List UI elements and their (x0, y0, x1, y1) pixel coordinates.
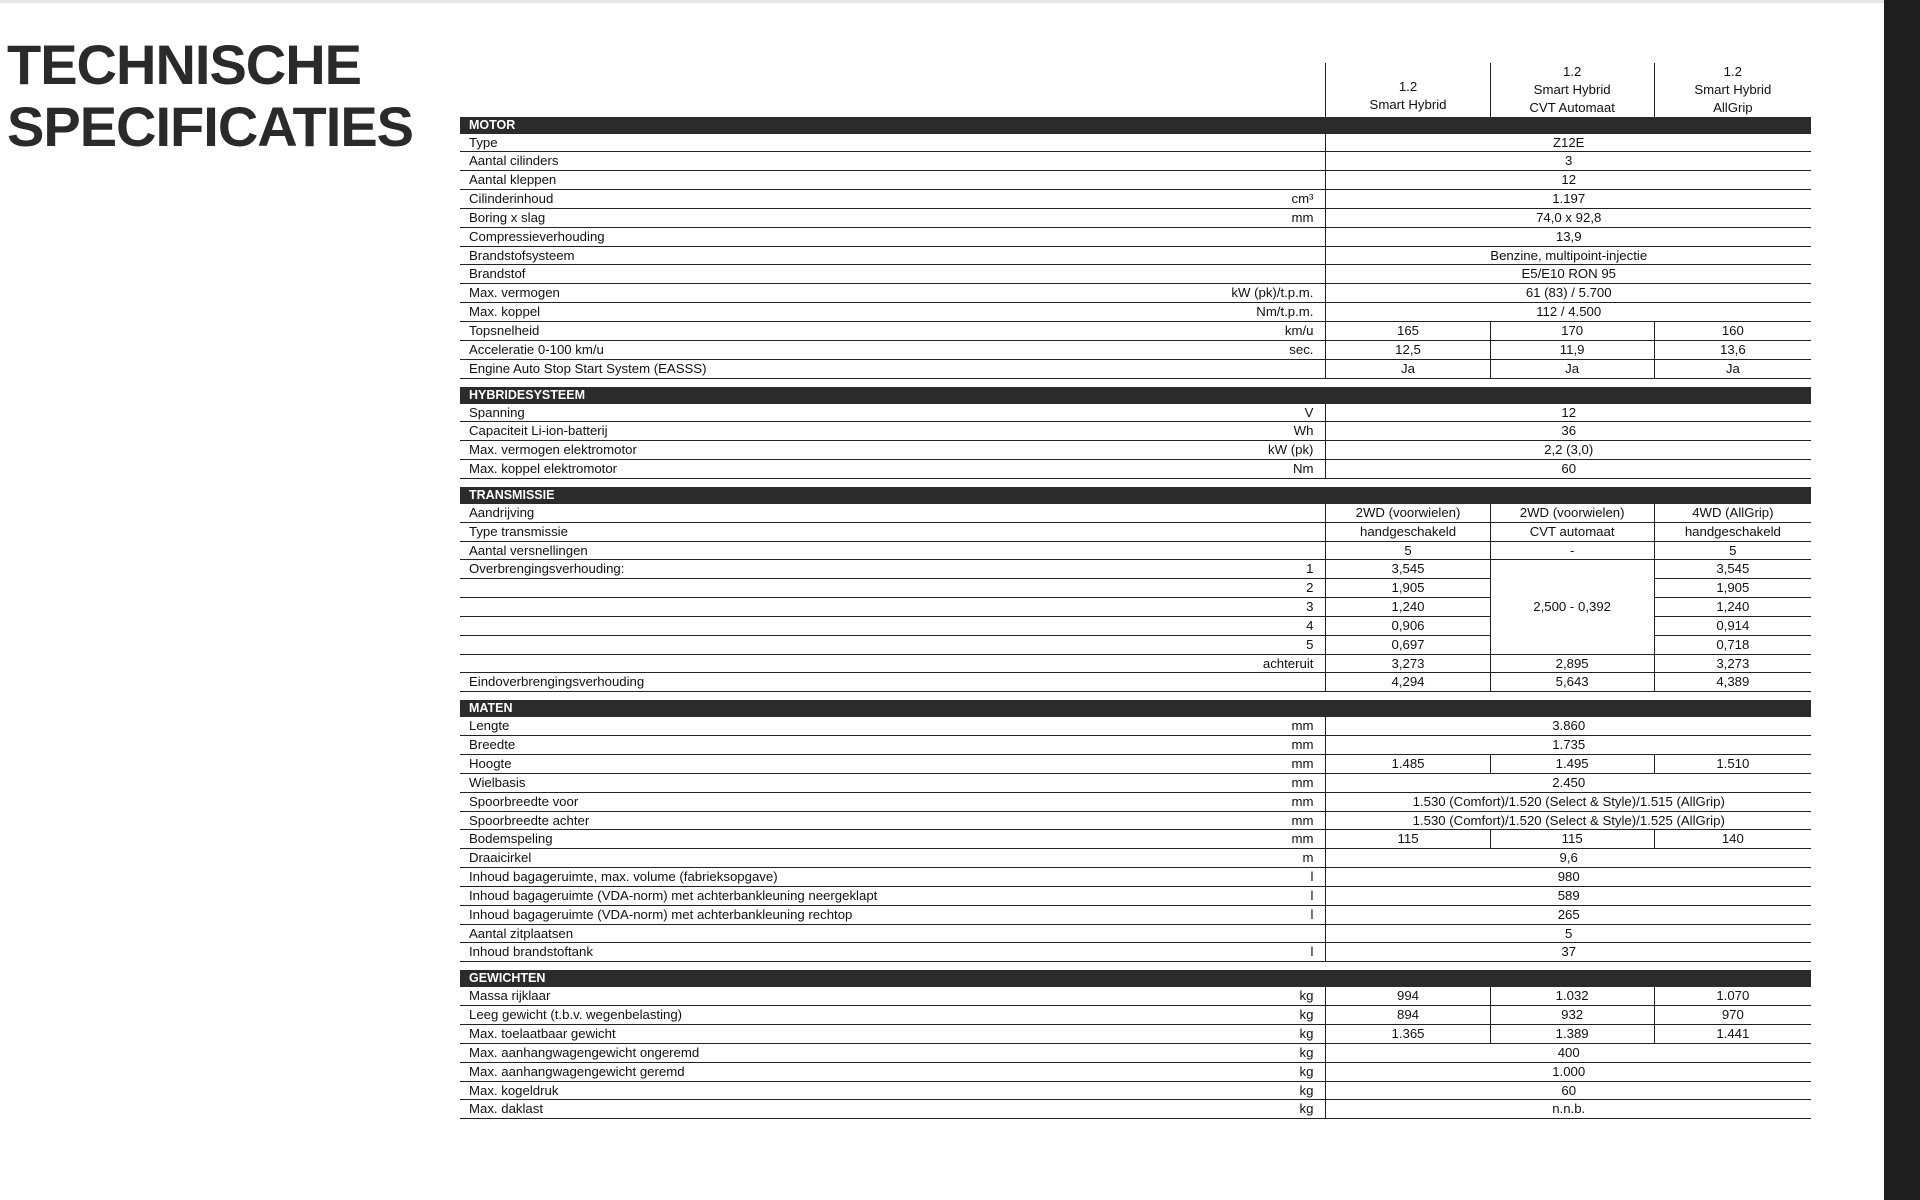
row-unit: mm (1291, 209, 1314, 225)
row-value-1: 0,906 (1326, 616, 1490, 635)
table-row (460, 208, 1811, 227)
row-value-2: Ja (1490, 359, 1654, 378)
row-label-text: Leeg gewicht (t.b.v. wegenbelasting) (469, 1007, 683, 1023)
row-unit: 4 (460, 616, 1326, 635)
table-row (460, 284, 1811, 303)
row-value-1: 0,697 (1326, 635, 1490, 654)
column-header-3-line3: AllGrip (1713, 99, 1753, 115)
row-value: Benzine, multipoint-injectie (1326, 246, 1811, 265)
row-label (460, 1100, 1326, 1119)
row-unit: kg (1299, 1063, 1314, 1079)
table-row (460, 340, 1811, 359)
row-label-text: Inhoud bagageruimte (VDA-norm) met achterbankleuning neergeklapt (469, 887, 878, 903)
row-label (460, 321, 1326, 340)
spec-table (460, 63, 1811, 1119)
row-value-3: 4WD (AllGrip) (1654, 504, 1811, 522)
row-value-3: Ja (1654, 359, 1811, 378)
row-value-3: 1.070 (1654, 987, 1811, 1005)
row-label (460, 849, 1326, 868)
row-value-3: 140 (1654, 830, 1811, 849)
row-value: n.n.b. (1326, 1100, 1811, 1119)
row-label (460, 987, 1326, 1005)
row-label-text: Boring x slag (469, 209, 546, 225)
row-value: 60 (1326, 460, 1811, 479)
page-title-line-1: TECHNISCHE (7, 33, 362, 96)
table-row (460, 441, 1811, 460)
row-value-1: 1,240 (1326, 598, 1490, 617)
row-value-3: 970 (1654, 1006, 1811, 1025)
row-label-text: Bodemspeling (469, 831, 553, 847)
row-label-text: Inhoud brandstoftank (469, 944, 593, 960)
table-row (460, 504, 1811, 522)
row-unit: km/u (1284, 322, 1314, 338)
table-row (460, 190, 1811, 209)
table-row (460, 830, 1811, 849)
row-value-2: 1.495 (1490, 755, 1654, 774)
row-value-1: 994 (1326, 987, 1490, 1005)
row-unit: kg (1299, 1007, 1314, 1023)
row-value: 1.530 (Comfort)/1.520 (Select & Style)/1.525 (AllGrip) (1326, 811, 1811, 830)
row-label (460, 717, 1326, 735)
row-label-text: Max. toelaatbaar gewicht (469, 1025, 616, 1041)
table-row (460, 924, 1811, 943)
table-row (460, 522, 1811, 541)
row-label-text: Type (469, 134, 498, 150)
table-row (460, 359, 1811, 378)
section-header-hybride (460, 387, 1811, 404)
row-label-text: Max. vermogen (469, 285, 560, 301)
table-row (460, 404, 1811, 422)
row-unit: 5 (460, 635, 1326, 654)
column-header-2 (1490, 63, 1654, 117)
row-value: 5 (1326, 924, 1811, 943)
table-row (460, 560, 1811, 579)
row-unit: l (1310, 944, 1314, 960)
row-label-text: Inhoud bagageruimte, max. volume (fabrieksopgave) (469, 869, 778, 885)
row-label-text: Overbrengingsverhouding: (469, 561, 625, 577)
row-label: Aantal versnellingen (460, 541, 1326, 560)
row-value: 12 (1326, 171, 1811, 190)
section-title: MOTOR (460, 117, 1811, 134)
row-label-text: Acceleratie 0-100 km/u (469, 341, 604, 357)
row-label (460, 943, 1326, 962)
row-value-3: 5 (1654, 541, 1811, 560)
table-row (460, 1100, 1811, 1119)
column-header-row (460, 63, 1811, 117)
row-value-2: 115 (1490, 830, 1654, 849)
row-label (460, 773, 1326, 792)
table-row (460, 321, 1811, 340)
row-value-1: 5 (1326, 541, 1490, 560)
table-row (460, 152, 1811, 171)
row-value: 74,0 x 92,8 (1326, 208, 1811, 227)
row-label-text: Wielbasis (469, 774, 526, 790)
row-value-1: 12,5 (1326, 340, 1490, 359)
column-header-1 (1326, 63, 1490, 117)
row-unit: mm (1291, 737, 1314, 753)
row-label (460, 284, 1326, 303)
row-value-2: CVT automaat (1490, 522, 1654, 541)
row-label (460, 1006, 1326, 1025)
row-unit: Wh (1293, 423, 1314, 439)
section-title: TRANSMISSIE (460, 487, 1811, 504)
row-label-text: Capaciteit Li-ion-batterij (469, 423, 608, 439)
row-value: 9,6 (1326, 849, 1811, 868)
table-row (460, 717, 1811, 735)
row-label-text: Breedte (469, 737, 516, 753)
row-label (460, 868, 1326, 887)
table-row (460, 134, 1811, 152)
row-value: 61 (83) / 5.700 (1326, 284, 1811, 303)
header-spacer (460, 63, 1326, 117)
row-value-2: 5,643 (1490, 673, 1654, 692)
row-label: Eindoverbrengingsverhouding (460, 673, 1326, 692)
row-label: Aantal zitplaatsen (460, 924, 1326, 943)
row-value-1: 3,273 (1326, 654, 1490, 673)
table-row (460, 987, 1811, 1005)
row-value-3: 1.510 (1654, 755, 1811, 774)
row-value-1: 1.365 (1326, 1024, 1490, 1043)
row-value-3: 1,905 (1654, 579, 1811, 598)
row-value-2: 1.389 (1490, 1024, 1654, 1043)
table-row (460, 1006, 1811, 1025)
row-unit: kg (1299, 988, 1314, 1004)
row-unit: l (1310, 869, 1314, 885)
row-unit: l (1310, 906, 1314, 922)
row-label-text: Max. koppel (469, 304, 541, 320)
row-value-3: 3,273 (1654, 654, 1811, 673)
table-row (460, 673, 1811, 692)
table-row (460, 246, 1811, 265)
row-label-text: Max. daklast (469, 1101, 544, 1117)
row-unit: mm (1291, 793, 1314, 809)
row-unit: mm (1291, 812, 1314, 828)
row-unit: kg (1299, 1044, 1314, 1060)
row-value-1: 115 (1326, 830, 1490, 849)
column-header-3-line1: 1.2 (1723, 64, 1743, 79)
section-header-transmissie (460, 487, 1811, 504)
row-value: 37 (1326, 943, 1811, 962)
row-unit: sec. (1289, 341, 1314, 357)
row-unit: 2 (460, 579, 1326, 598)
table-row (460, 849, 1811, 868)
row-unit: achteruit (460, 654, 1326, 673)
table-row (460, 736, 1811, 755)
row-unit: Nm/t.p.m. (1256, 304, 1314, 320)
row-label (460, 1081, 1326, 1100)
row-value-3: 0,718 (1654, 635, 1811, 654)
table-row (460, 905, 1811, 924)
row-value-3: 0,914 (1654, 616, 1811, 635)
row-value-2: 2WD (voorwielen) (1490, 504, 1654, 522)
row-value-1: 3,545 (1326, 560, 1490, 579)
row-value-1: 894 (1326, 1006, 1490, 1025)
row-unit: Nm (1292, 461, 1314, 477)
row-label (460, 755, 1326, 774)
row-value-2: 170 (1490, 321, 1654, 340)
row-unit: mm (1291, 831, 1314, 847)
row-value-1: 2WD (voorwielen) (1326, 504, 1490, 522)
row-unit: kg (1299, 1082, 1314, 1098)
row-unit: V (1304, 404, 1314, 420)
row-value-2: - (1490, 541, 1654, 560)
row-label (460, 441, 1326, 460)
page-title-line-2: SPECIFICATIES (7, 95, 414, 158)
row-value: E5/E10 RON 95 (1326, 265, 1811, 284)
row-value-3: 1,240 (1654, 598, 1811, 617)
row-value: 3 (1326, 152, 1811, 171)
row-label (460, 1024, 1326, 1043)
table-row (460, 541, 1811, 560)
page-title (7, 34, 413, 158)
row-value: 12 (1326, 404, 1811, 422)
table-row (460, 265, 1811, 284)
row-unit: m (1302, 850, 1314, 866)
row-value: 265 (1326, 905, 1811, 924)
row-value: 2,2 (3,0) (1326, 441, 1811, 460)
row-label-text: Topsnelheid (469, 322, 540, 338)
row-value-1: 4,294 (1326, 673, 1490, 692)
row-label: Aantal cilinders (460, 152, 1326, 171)
table-row (460, 792, 1811, 811)
row-value-3: handgeschakeld (1654, 522, 1811, 541)
row-value-1: 1.485 (1326, 755, 1490, 774)
table-row (460, 422, 1811, 441)
row-unit: 3 (460, 598, 1326, 617)
table-row (460, 886, 1811, 905)
row-label (460, 340, 1326, 359)
row-value-3: 3,545 (1654, 560, 1811, 579)
row-label-text: Max. aanhangwagengewicht ongeremd (469, 1044, 700, 1060)
table-row (460, 460, 1811, 479)
table-row (460, 1081, 1811, 1100)
row-label (460, 905, 1326, 924)
section-header-gewichten (460, 970, 1811, 987)
row-value-1: 1,905 (1326, 579, 1490, 598)
row-label: Compressieverhouding (460, 227, 1326, 246)
row-label (460, 422, 1326, 441)
table-row (460, 171, 1811, 190)
row-unit: cm³ (1291, 191, 1314, 207)
column-header-1-line1: 1.2 (1398, 78, 1418, 94)
table-row (460, 773, 1811, 792)
row-label-text: Hoogte (469, 756, 512, 771)
row-label (460, 303, 1326, 322)
row-label (460, 886, 1326, 905)
row-unit: l (1310, 887, 1314, 903)
section-title: GEWICHTEN (460, 970, 1811, 987)
row-value: 589 (1326, 886, 1811, 905)
row-value-3: 4,389 (1654, 673, 1811, 692)
row-label (460, 830, 1326, 849)
row-value: 1.000 (1326, 1062, 1811, 1081)
section-title: HYBRIDESYSTEEM (460, 387, 1811, 404)
top-divider (0, 0, 1884, 3)
row-value-2: 2,895 (1490, 654, 1654, 673)
row-value-3: 1.441 (1654, 1024, 1811, 1043)
row-label: Brandstof (460, 265, 1326, 284)
page-edge-bar (1884, 0, 1920, 1200)
row-value-2: 932 (1490, 1006, 1654, 1025)
row-label (460, 736, 1326, 755)
section-header-motor (460, 117, 1811, 134)
table-row (460, 755, 1811, 774)
row-label-text: Massa rijklaar (469, 988, 551, 1004)
row-label-text: Spoorbreedte achter (469, 812, 590, 828)
row-value-1: handgeschakeld (1326, 522, 1490, 541)
row-label: Aantal kleppen (460, 171, 1326, 190)
row-label (460, 404, 1326, 422)
row-label (460, 792, 1326, 811)
row-unit: kW (pk) (1268, 442, 1314, 458)
row-value: 1.197 (1326, 190, 1811, 209)
section-header-maten (460, 700, 1811, 717)
row-label (460, 190, 1326, 209)
row-value-3: 13,6 (1654, 340, 1811, 359)
row-label (460, 460, 1326, 479)
table-row (460, 943, 1811, 962)
row-label-text: Max. aanhangwagengewicht geremd (469, 1063, 685, 1079)
row-label-text: Draaicirkel (469, 850, 532, 866)
column-header-2-line3: CVT Automaat (1529, 99, 1615, 115)
row-label-text: Max. koppel elektromotor (469, 461, 618, 477)
row-label: Brandstofsysteem (460, 246, 1326, 265)
row-label: Engine Auto Stop Start System (EASSS) (460, 359, 1326, 378)
row-value: 980 (1326, 868, 1811, 887)
row-value: 3.860 (1326, 717, 1811, 735)
row-label: Type transmissie (460, 522, 1326, 541)
row-label-text: Inhoud bagageruimte (VDA-norm) met achterbankleuning rechtop (469, 906, 853, 922)
row-value-2: 1.032 (1490, 987, 1654, 1005)
table-row (460, 868, 1811, 887)
row-unit: mm (1291, 774, 1314, 790)
row-unit: kW (pk)/t.p.m. (1231, 285, 1314, 301)
column-header-3-line2: Smart Hybrid (1694, 81, 1772, 97)
row-value-1: Ja (1326, 359, 1490, 378)
row-value-3: 160 (1654, 321, 1811, 340)
row-label-text: Spanning (469, 404, 525, 420)
table-row (460, 654, 1811, 673)
row-unit: kg (1299, 1101, 1314, 1117)
row-label (460, 1043, 1326, 1062)
row-unit: mm (1291, 718, 1314, 734)
table-row (460, 1043, 1811, 1062)
table-row (460, 227, 1811, 246)
column-header-2-line2: Smart Hybrid (1533, 81, 1611, 97)
row-label (460, 134, 1326, 152)
row-label (460, 560, 1326, 579)
row-label-text: Max. vermogen elektromotor (469, 442, 637, 458)
row-value: 400 (1326, 1043, 1811, 1062)
row-label (460, 208, 1326, 227)
column-header-1-line2: Smart Hybrid (1369, 96, 1447, 112)
row-value-1: 165 (1326, 321, 1490, 340)
row-value: 112 / 4.500 (1326, 303, 1811, 322)
row-value: 13,9 (1326, 227, 1811, 246)
table-row (460, 811, 1811, 830)
row-label-text: Cilinderinhoud (469, 191, 554, 207)
table-row (460, 1062, 1811, 1081)
row-unit: kg (1299, 1025, 1314, 1041)
cvt-ratio-range: 2,500 - 0,392 (1490, 560, 1654, 654)
row-value-2: 11,9 (1490, 340, 1654, 359)
row-unit: mm (1291, 756, 1314, 771)
row-label (460, 1062, 1326, 1081)
column-header-2-line1: 1.2 (1562, 64, 1582, 79)
row-label: Aandrijving (460, 504, 1326, 522)
row-value: 60 (1326, 1081, 1811, 1100)
table-row (460, 1024, 1811, 1043)
row-label-text: Spoorbreedte voor (469, 793, 579, 809)
row-label-text: Lengte (469, 718, 510, 734)
table-row (460, 303, 1811, 322)
row-label (460, 811, 1326, 830)
row-value: 36 (1326, 422, 1811, 441)
row-value: 1.530 (Comfort)/1.520 (Select & Style)/1.515 (AllGrip) (1326, 792, 1811, 811)
column-header-3 (1654, 63, 1811, 117)
row-label-text: Max. kogeldruk (469, 1082, 559, 1098)
row-unit: 1 (1306, 561, 1314, 577)
row-value: 2.450 (1326, 773, 1811, 792)
section-title: MATEN (460, 700, 1811, 717)
row-value: Z12E (1326, 134, 1811, 152)
row-value: 1.735 (1326, 736, 1811, 755)
